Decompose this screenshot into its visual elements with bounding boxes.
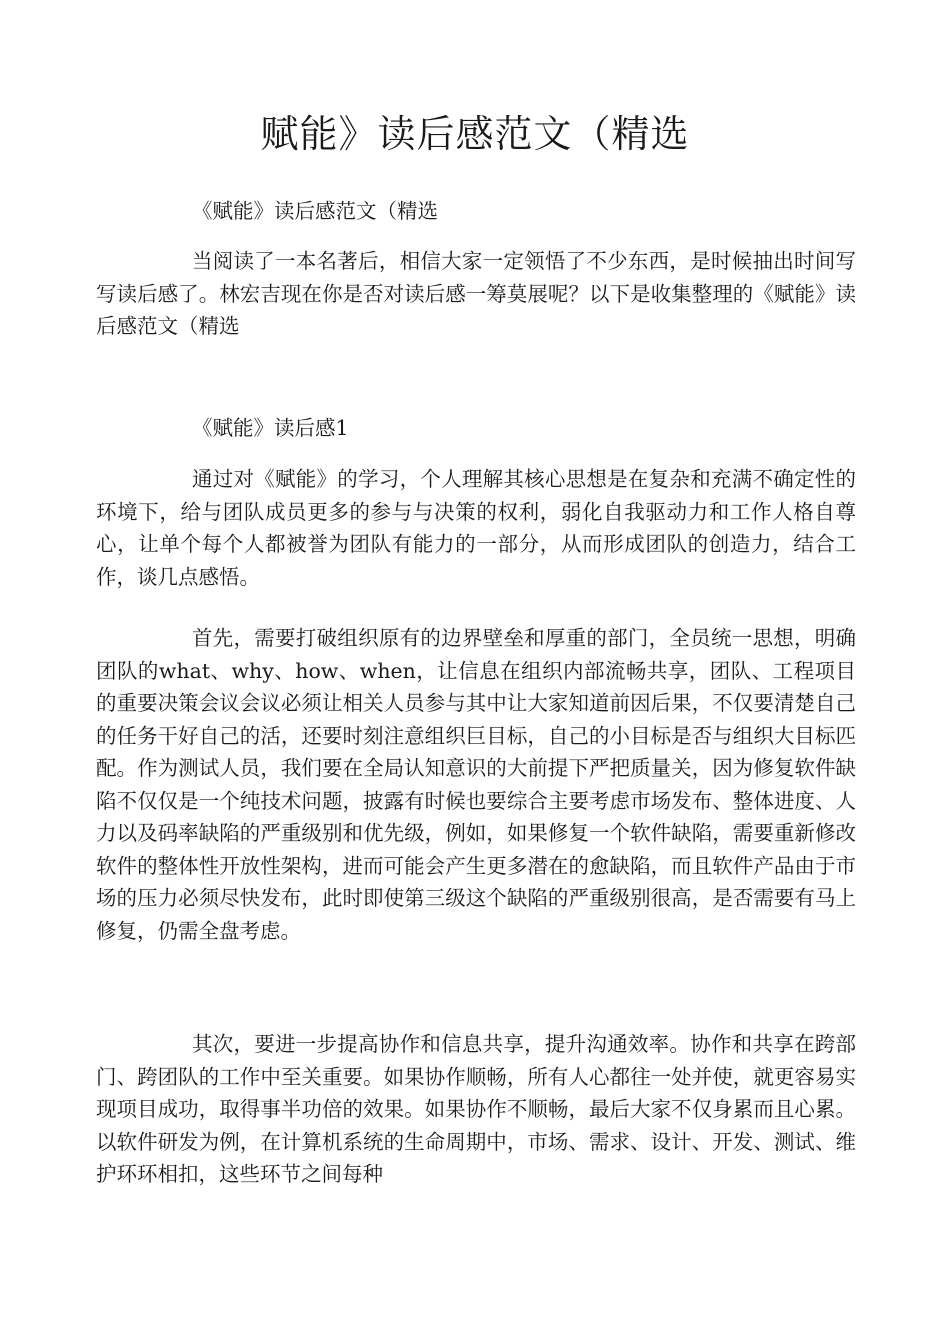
paragraph-1: 通过对《赋能》的学习，个人理解其核心思想是在复杂和充满不确定性的环境下，给与团队成员更多的参与与决策的权利，弱化自我驱动力和工作人格自尊心，让单个每个人都被誉为团队有能力的一部分，从而形成团队的创造力，结合工作，谈几点感悟。 xyxy=(96,467,856,589)
document-title: 赋能》读后感范文（精选 xyxy=(260,112,690,156)
paragraph-2: 首先，需要打破组织原有的边界壁垒和厚重的部门，全员统一思想，明确团队的what、why、how、when，让信息在组织内部流畅共享，团队、工程项目的重要决策会议会议必须让相关人员参与其中让大家知道前因后果，不仅要清楚自己的任务干好自己的活，还要时刻注意组织巨目标，自己的小目标是否与组织大目标匹配。作为测试人员，我们要在全局认知意识的大前提下严把质量关，因为修复软件缺陷不仅仅是一个纯技术问题，披露有时候也要综合主要考虑市场发布、整体进度、人力以及码率缺陷的严重级别和优先级，例如，如果修复一个软件缺陷，需要重新修改软件的整体性开放性架构，进而可能会产生更多潜在的愈缺陷，而且软件产品由于市场的压力必须尽快发布，此时即使第三级这个缺陷的严重级别很高，是否需要有马上修复，仍需全盘考虑。 xyxy=(96,626,856,943)
paragraph-3: 其次，要进一步提高协作和信息共享，提升沟通效率。协作和共享在跨部门、跨团队的工作中至关重要。如果协作顺畅，所有人心都往一处并使，就更容易实现项目成功，取得事半功倍的效果。如果协作不顺畅，最后大家不仅身累而且心累。以软件研发为例，在计算机系统的生命周期中，市场、需求、设计、开发、测试、维护环环相扣，这些环节之间每种 xyxy=(96,1032,856,1186)
document-subtitle: 《赋能》读后感范文（精选 xyxy=(192,199,438,223)
intro-paragraph: 当阅读了一本名著后，相信大家一定领悟了不少东西，是时候抽出时间写写读后感了。林宏吉现在你是否对读后感一筹莫展呢？以下是收集整理的《赋能》读后感范文（精选 xyxy=(96,249,856,338)
section-heading: 《赋能》读后感1 xyxy=(192,416,349,440)
